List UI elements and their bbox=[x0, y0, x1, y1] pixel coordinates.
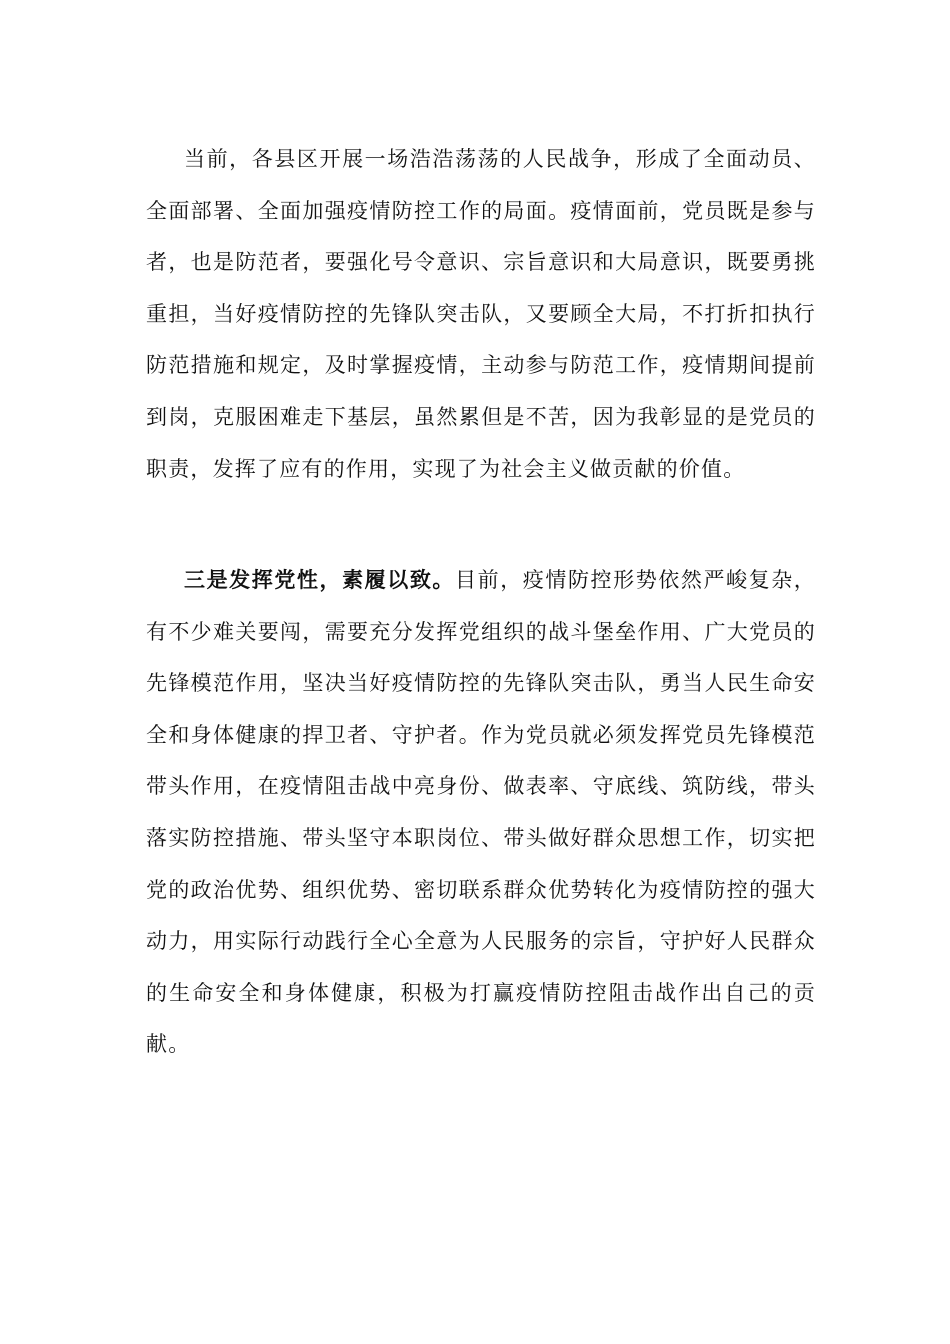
paragraph-2 bbox=[146, 554, 816, 1071]
paragraph-2-lead: 三是发挥党性，素履以致。 bbox=[184, 567, 456, 592]
paragraph-1-text: 当前，各县区开展一场浩浩荡荡的人民战争，形成了全面动员、全面部署、全面加强疫情防控工作的局面。疫情面前，党员既是参与者，也是防范者，要强化号令意识、宗旨意识和大局意识，既要勇挑重担，当好疫情防控的先锋队突击队，又要顾全大局，不打折扣执行防范措施和规定，及时掌握疫情，主动参与防范工作，疫情期间提前到岗，克服困难走下基层，虽然累但是不苦，因为我彰显的是党员的职责，发挥了应有的作用，实现了为社会主义做贡献的价值。 bbox=[146, 147, 816, 481]
paragraph-1 bbox=[146, 134, 816, 495]
paragraph-2-text: 目前，疫情防控形势依然严峻复杂，有不少难关要闯，需要充分发挥党组织的战斗堡垒作用、广大党员的先锋模范作用，坚决当好疫情防控的先锋队突击队，勇当人民生命安全和身体健康的捍卫者、守护者。作为党员就必须发挥党员先锋模范带头作用，在疫情阻击战中亮身份、做表率、守底线、筑防线，带头落实防控措施、带头坚守本职岗位、带头做好群众思想工作，切实把党的政治优势、组织优势、密切联系群众优势转化为疫情防控的强大动力，用实际行动践行全心全意为人民服务的宗旨，守护好人民群众的生命安全和身体健康，积极为打赢疫情防控阻击战作出自己的贡献。 bbox=[146, 568, 817, 1057]
